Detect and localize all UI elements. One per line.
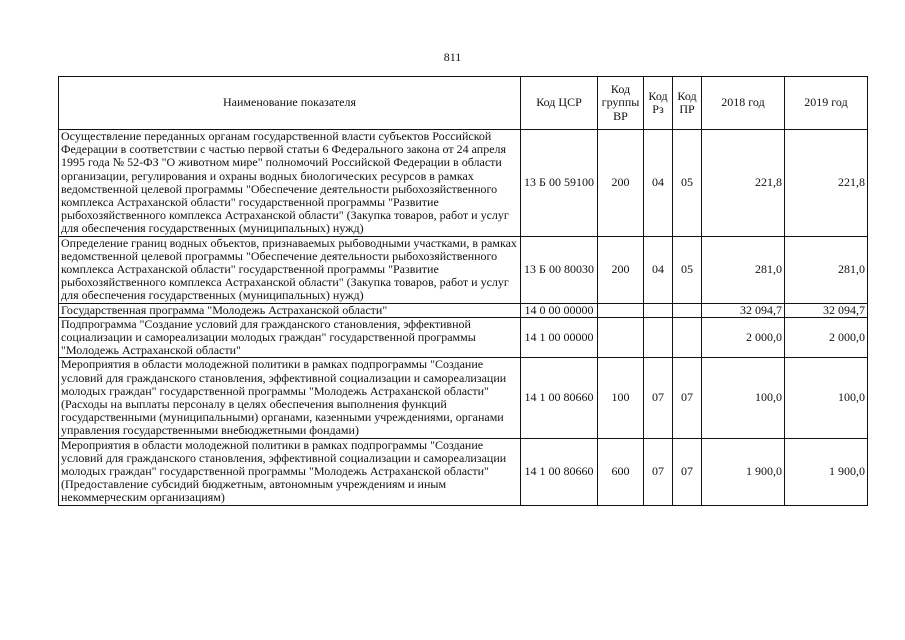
row-name: Определение границ водных объектов, признаваемых рыбоводными участками, в рамках ведомственной целевой программы "Обеспечение деятельности рыбохозяйственного комплекса Астраханской области" государственной программы "Развитие рыбохозяйственного комплекса Астраханской области" (Закупка товаров, работ и услуг для обеспечения государственных (муниципальных) нужд) [59, 236, 521, 303]
row-2019: 2 000,0 [785, 317, 868, 358]
header-2018: 2018 год [702, 77, 785, 130]
row-vr [598, 303, 644, 317]
row-csr: 14 1 00 80660 [521, 438, 598, 505]
header-vr: Код группы ВР [598, 77, 644, 130]
header-csr: Код ЦСР [521, 77, 598, 130]
row-2018: 221,8 [702, 130, 785, 237]
row-vr: 200 [598, 236, 644, 303]
row-2018: 32 094,7 [702, 303, 785, 317]
row-vr: 100 [598, 358, 644, 438]
row-2018: 281,0 [702, 236, 785, 303]
row-rz [644, 317, 673, 358]
row-vr: 200 [598, 130, 644, 237]
table-header-row [59, 77, 868, 130]
row-2019: 100,0 [785, 358, 868, 438]
header-pr: Код ПР [673, 77, 702, 130]
table-row [59, 130, 868, 237]
row-rz: 07 [644, 358, 673, 438]
row-2019: 221,8 [785, 130, 868, 237]
table-row [59, 303, 868, 317]
row-rz: 04 [644, 236, 673, 303]
row-2019: 32 094,7 [785, 303, 868, 317]
row-2019: 281,0 [785, 236, 868, 303]
row-vr [598, 317, 644, 358]
row-pr [673, 303, 702, 317]
row-vr: 600 [598, 438, 644, 505]
row-2018: 100,0 [702, 358, 785, 438]
row-name: Осуществление переданных органам государственной власти субъектов Российской Федерации в соответствии с частью первой статьи 6 Федерального закона от 24 апреля 1995 года № 52-ФЗ "О животном мире" полномочий Российской Федерации в области организации, регулирования и охраны водных биологических ресурсов в рамках ведомственной целевой программы "Обеспечение деятельности рыбохозяйственного комплекса Астраханской области" государственной программы "Развитие рыбохозяйственного комплекса Астраханской области" (Закупка товаров, работ и услуг для обеспечения государственных (муниципальных) нужд) [59, 130, 521, 237]
row-name: Государственная программа "Молодежь Астраханской области" [59, 303, 521, 317]
page-number: 811 [443, 50, 462, 64]
row-2018: 2 000,0 [702, 317, 785, 358]
table-row [59, 358, 868, 438]
row-csr: 14 0 00 00000 [521, 303, 598, 317]
row-csr: 13 Б 00 59100 [521, 130, 598, 237]
row-name: Мероприятия в области молодежной политики в рамках подпрограммы "Создание условий для гражданского становления, эффективной социализации и самореализации молодых граждан" государственной программы "Молодежь Астраханской области" (Расходы на выплаты персоналу в целях обеспечения выполнения функций государственными (муниципальными) органами, казенными учреждениями, органами управления государственными внебюджетными фондами) [59, 358, 521, 438]
row-csr: 14 1 00 80660 [521, 358, 598, 438]
row-2018: 1 900,0 [702, 438, 785, 505]
table-row [59, 317, 868, 358]
table-row [59, 236, 868, 303]
row-pr: 05 [673, 130, 702, 237]
row-csr: 14 1 00 00000 [521, 317, 598, 358]
header-rz: Код Рз [644, 77, 673, 130]
row-rz: 04 [644, 130, 673, 237]
row-rz: 07 [644, 438, 673, 505]
header-2019: 2019 год [785, 77, 868, 130]
row-pr: 07 [673, 438, 702, 505]
budget-table [58, 76, 868, 506]
row-pr [673, 317, 702, 358]
row-name: Мероприятия в области молодежной политики в рамках подпрограммы "Создание условий для гражданского становления, эффективной социализации и самореализации молодых граждан" государственной программы "Молодежь Астраханской области" (Предоставление субсидий бюджетным, автономным учреждениям и иным некоммерческим организациям) [59, 438, 521, 505]
row-rz [644, 303, 673, 317]
row-name: Подпрограмма "Создание условий для гражданского становления, эффективной социализации и самореализации молодых граждан" государственной программы "Молодежь Астраханской области" [59, 317, 521, 358]
table-row [59, 438, 868, 505]
row-csr: 13 Б 00 80030 [521, 236, 598, 303]
row-pr: 07 [673, 358, 702, 438]
row-2019: 1 900,0 [785, 438, 868, 505]
header-name: Наименование показателя [59, 77, 521, 130]
row-pr: 05 [673, 236, 702, 303]
